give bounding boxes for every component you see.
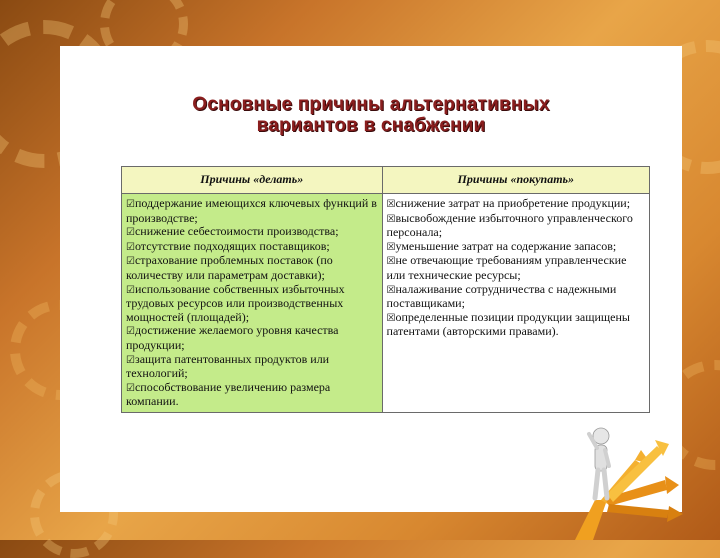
direction-arrows-icon (575, 440, 683, 540)
checkbox-crossed-icon: ☒ (386, 256, 396, 268)
buy-reason-item (387, 197, 645, 212)
make-reason-item-text: страхование проблемных поставок (по количеству или параметрам доставки); (126, 253, 333, 282)
slide-title-line2: вариантов в снабжении (256, 115, 486, 136)
make-reason-item-text: поддержание имеющихся ключевых функций в производстве; (126, 196, 377, 225)
make-reason-item (126, 324, 378, 352)
buy-reason-item (387, 254, 645, 282)
make-reason-item-text: достижение желаемого уровня качества продукции; (126, 323, 339, 352)
slide-title (60, 94, 682, 136)
thinking-person-at-crossroads-icon (565, 420, 685, 540)
checkbox-checked-icon: ☑ (126, 241, 135, 253)
checkbox-checked-icon: ☑ (126, 199, 135, 210)
make-reason-item (126, 353, 378, 381)
buy-reason-item (387, 212, 645, 240)
header-buy: Причины «покупать» (382, 167, 649, 194)
make-reason-item-text: отсутствие подходящих поставщиков; (134, 238, 330, 253)
checkbox-crossed-icon: ☒ (386, 213, 396, 225)
checkbox-crossed-icon: ☒ (386, 312, 396, 324)
make-reason-item (126, 225, 378, 240)
buy-reason-item-text: определенные позиции продукции защищены патентами (авторскими правами). (386, 309, 630, 339)
make-reason-item (126, 197, 378, 225)
buy-reason-item (387, 311, 645, 339)
make-reason-item (126, 240, 378, 255)
make-reason-item (126, 381, 378, 409)
make-reasons-cell (122, 194, 383, 413)
buy-reason-item-text: снижение затрат на приобретение продукции; (395, 196, 631, 210)
reasons-table (121, 166, 650, 413)
slide-title-line1: Основные причины альтернативных (192, 94, 550, 115)
checkbox-checked-icon: ☑ (126, 354, 135, 366)
make-reason-item-text: снижение себестоимости производства; (134, 224, 339, 239)
buy-reason-item-text: налаживание сотрудничества с надежными поставщиками; (386, 281, 617, 311)
person-figure-icon (589, 428, 609, 498)
make-reason-item (126, 254, 378, 282)
make-reason-item-text: способствование увеличению размера компании. (126, 379, 331, 409)
checkbox-crossed-icon: ☒ (386, 199, 396, 210)
make-reason-item (126, 283, 378, 325)
make-reason-item-text: защита патентованных продуктов или технологий; (126, 351, 330, 381)
buy-reasons-cell (382, 194, 649, 413)
buy-reason-item (387, 240, 645, 255)
checkbox-checked-icon: ☑ (126, 382, 135, 394)
checkbox-checked-icon: ☑ (126, 326, 135, 338)
buy-reason-item (387, 283, 645, 311)
checkbox-checked-icon: ☑ (126, 227, 135, 239)
buy-reason-item-text: высвобождение избыточного управленческого персонала; (386, 210, 633, 240)
checkbox-crossed-icon: ☒ (386, 284, 396, 296)
checkbox-checked-icon: ☑ (126, 284, 135, 296)
checkbox-checked-icon: ☑ (126, 256, 135, 268)
make-reason-item-text: использование собственных избыточных трудовых ресурсов или производственных мощностей (площадей); (126, 281, 345, 324)
buy-reason-item-text: не отвечающие требованиям управленческие или технические ресурсы; (386, 253, 627, 282)
header-make: Причины «делать» (122, 167, 383, 194)
buy-reason-item-text: уменьшение затрат на содержание запасов; (395, 238, 617, 253)
checkbox-crossed-icon: ☒ (386, 241, 396, 253)
